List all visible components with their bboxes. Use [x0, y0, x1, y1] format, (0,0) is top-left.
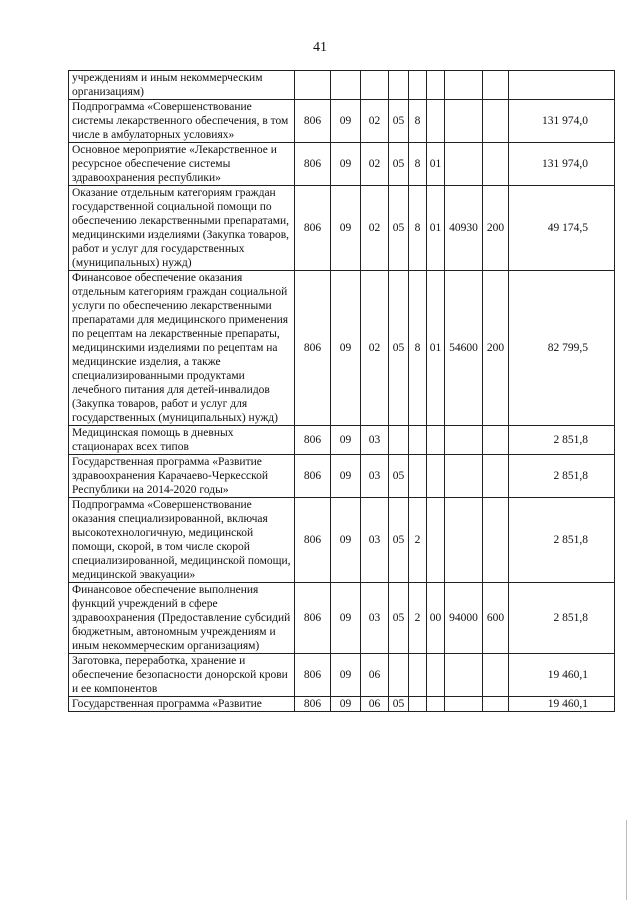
subsection-code: 03 — [361, 498, 389, 583]
table-row — [69, 143, 615, 186]
expense-type-code — [483, 498, 509, 583]
amount: 2 851,8 — [509, 455, 615, 498]
ministry-code: 806 — [295, 455, 331, 498]
ministry-code: 806 — [295, 100, 331, 143]
subsection-code: 03 — [361, 583, 389, 654]
event-code — [427, 455, 445, 498]
expense-type-code — [483, 100, 509, 143]
subprogram-code — [409, 654, 427, 697]
table-row — [69, 697, 615, 712]
table-body — [69, 71, 615, 712]
program-code: 05 — [389, 100, 409, 143]
margin-line — [626, 820, 628, 900]
table-row — [69, 498, 615, 583]
page-number: 41 — [313, 40, 327, 55]
subsection-code: 02 — [361, 100, 389, 143]
direction-code — [445, 498, 483, 583]
ministry-code: 806 — [295, 426, 331, 455]
row-name: Финансовое обеспечение выполнения функций учреждений в сфере здравоохранения (Предоставление субсидий бюджетным, автономным учреждениям и иным некоммерческим организациям) — [69, 583, 295, 654]
event-code: 01 — [427, 186, 445, 271]
subprogram-code: 8 — [409, 186, 427, 271]
table-row — [69, 455, 615, 498]
direction-code — [445, 71, 483, 100]
expense-type-code: 200 — [483, 186, 509, 271]
table-row — [69, 71, 615, 100]
event-code: 00 — [427, 583, 445, 654]
section-code: 09 — [331, 498, 361, 583]
event-code — [427, 697, 445, 712]
table-row — [69, 100, 615, 143]
ministry-code: 806 — [295, 143, 331, 186]
amount: 131 974,0 — [509, 143, 615, 186]
subsection-code — [361, 71, 389, 100]
ministry-code: 806 — [295, 583, 331, 654]
program-code — [389, 426, 409, 455]
row-name: Медицинская помощь в дневных стационарах всех типов — [69, 426, 295, 455]
amount: 131 974,0 — [509, 100, 615, 143]
program-code: 05 — [389, 697, 409, 712]
subsection-code: 02 — [361, 143, 389, 186]
row-name: Подпрограмма «Совершенствование системы лекарственного обеспечения, в том числе в амбулаторных условиях» — [69, 100, 295, 143]
expense-type-code — [483, 143, 509, 186]
direction-code — [445, 143, 483, 186]
table-row — [69, 654, 615, 697]
expense-type-code: 200 — [483, 271, 509, 426]
ministry-code: 806 — [295, 271, 331, 426]
expense-type-code — [483, 71, 509, 100]
subprogram-code: 8 — [409, 271, 427, 426]
direction-code — [445, 100, 483, 143]
subprogram-code — [409, 697, 427, 712]
row-name: Оказание отдельным категориям граждан государственной социальной помощи по обеспечению лекарственными препаратами, медицинскими изделиями (Закупка товаров, работ и услуг для государственных (муниципальных) нужд) — [69, 186, 295, 271]
program-code: 05 — [389, 455, 409, 498]
subprogram-code — [409, 426, 427, 455]
row-name: Государственная программа «Развитие — [69, 697, 295, 712]
program-code: 05 — [389, 271, 409, 426]
ministry-code: 806 — [295, 697, 331, 712]
expense-type-code — [483, 654, 509, 697]
direction-code: 94000 — [445, 583, 483, 654]
direction-code — [445, 697, 483, 712]
subsection-code: 03 — [361, 455, 389, 498]
expense-type-code — [483, 455, 509, 498]
direction-code: 54600 — [445, 271, 483, 426]
expense-type-code — [483, 697, 509, 712]
section-code: 09 — [331, 143, 361, 186]
amount: 82 799,5 — [509, 271, 615, 426]
table-row — [69, 186, 615, 271]
ministry-code: 806 — [295, 654, 331, 697]
expense-type-code: 600 — [483, 583, 509, 654]
event-code: 01 — [427, 143, 445, 186]
subprogram-code — [409, 455, 427, 498]
subprogram-code: 8 — [409, 143, 427, 186]
row-name: Заготовка, переработка, хранение и обеспечение безопасности донорской крови и ее компонентов — [69, 654, 295, 697]
section-code: 09 — [331, 100, 361, 143]
amount — [509, 71, 615, 100]
event-code: 01 — [427, 271, 445, 426]
subsection-code: 06 — [361, 697, 389, 712]
subsection-code: 02 — [361, 271, 389, 426]
direction-code — [445, 654, 483, 697]
subsection-code: 06 — [361, 654, 389, 697]
section-code — [331, 71, 361, 100]
section-code: 09 — [331, 583, 361, 654]
section-code: 09 — [331, 186, 361, 271]
section-code: 09 — [331, 426, 361, 455]
event-code — [427, 654, 445, 697]
expense-type-code — [483, 426, 509, 455]
row-name: Основное мероприятие «Лекарственное и ресурсное обеспечение системы здравоохранения республики» — [69, 143, 295, 186]
program-code — [389, 654, 409, 697]
event-code — [427, 71, 445, 100]
table-row — [69, 271, 615, 426]
row-name: учреждениям и иным некоммерческим организациям) — [69, 71, 295, 100]
amount: 49 174,5 — [509, 186, 615, 271]
subsection-code: 03 — [361, 426, 389, 455]
ministry-code: 806 — [295, 498, 331, 583]
direction-code — [445, 455, 483, 498]
program-code: 05 — [389, 186, 409, 271]
event-code — [427, 100, 445, 143]
program-code: 05 — [389, 583, 409, 654]
subprogram-code: 2 — [409, 498, 427, 583]
ministry-code: 806 — [295, 186, 331, 271]
section-code: 09 — [331, 654, 361, 697]
direction-code — [445, 426, 483, 455]
subprogram-code — [409, 71, 427, 100]
section-code: 09 — [331, 271, 361, 426]
row-name: Государственная программа «Развитие здравоохранения Карачаево-Черкесской Республики на 2014-2020 годы» — [69, 455, 295, 498]
direction-code: 40930 — [445, 186, 483, 271]
event-code — [427, 498, 445, 583]
subprogram-code: 2 — [409, 583, 427, 654]
section-code: 09 — [331, 455, 361, 498]
ministry-code — [295, 71, 331, 100]
amount: 19 460,1 — [509, 697, 615, 712]
section-code: 09 — [331, 697, 361, 712]
table-row — [69, 426, 615, 455]
amount: 2 851,8 — [509, 426, 615, 455]
amount: 2 851,8 — [509, 583, 615, 654]
subprogram-code: 8 — [409, 100, 427, 143]
budget-table — [68, 70, 615, 712]
row-name: Финансовое обеспечение оказания отдельным категориям граждан социальной услуги по обеспечению лекарственными препаратами для медицинского применения по рецептам на лекарственные препараты, медицинскими изделиями по рецептам на медицинские изделия, а также специализированными продуктами лечебного питания для детей-инвалидов (Закупка товаров, работ и услуг для государственных (муниципальных) нужд) — [69, 271, 295, 426]
amount: 19 460,1 — [509, 654, 615, 697]
program-code: 05 — [389, 498, 409, 583]
event-code — [427, 426, 445, 455]
amount: 2 851,8 — [509, 498, 615, 583]
table-row — [69, 583, 615, 654]
subsection-code: 02 — [361, 186, 389, 271]
program-code: 05 — [389, 143, 409, 186]
program-code — [389, 71, 409, 100]
row-name: Подпрограмма «Совершенствование оказания специализированной, включая высокотехнологичную, медицинской помощи, скорой, в том числе скорой специализированной, медицинской помощи, медицинской эвакуации» — [69, 498, 295, 583]
